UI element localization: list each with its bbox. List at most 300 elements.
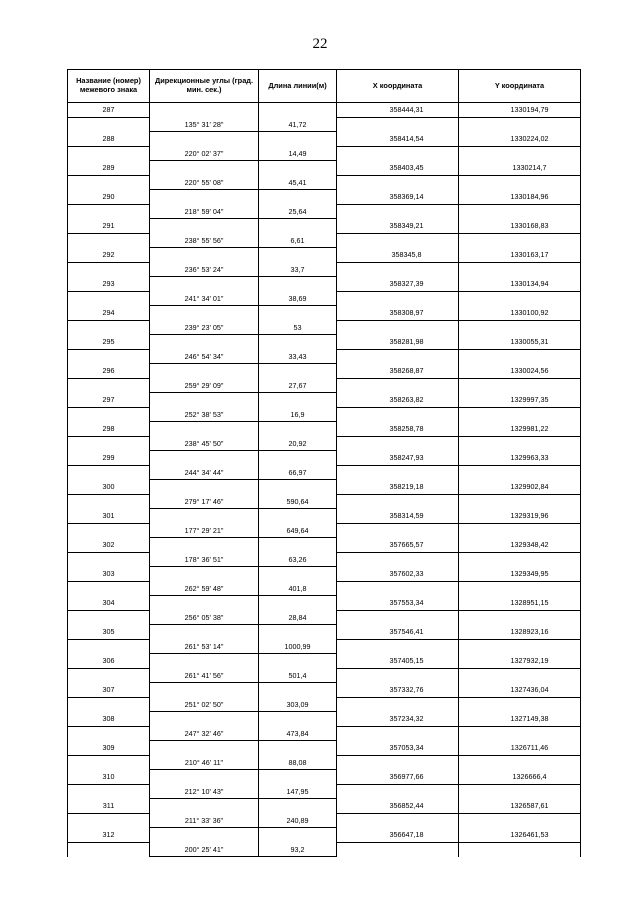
cell-y xyxy=(459,712,581,727)
cell-x xyxy=(337,234,459,249)
cell-name xyxy=(68,669,150,684)
cell-y xyxy=(459,132,581,147)
cell-angle xyxy=(150,785,259,800)
cell-length xyxy=(259,480,337,495)
cell-length xyxy=(259,379,337,394)
cell-name-text: 310 xyxy=(102,772,115,781)
table-row-line xyxy=(68,727,581,742)
cell-angle-text: 238° 45' 50" xyxy=(184,438,224,448)
cell-name xyxy=(68,596,150,611)
table-row-line xyxy=(68,524,581,539)
cell-x xyxy=(337,263,459,278)
cell-name xyxy=(68,727,150,742)
cell-y xyxy=(459,103,581,118)
cell-length xyxy=(259,335,337,350)
cell-name-text: 307 xyxy=(102,685,115,694)
cell-y-text: 1327436,04 xyxy=(510,685,549,694)
cell-x xyxy=(337,495,459,510)
table-row-point xyxy=(68,770,581,785)
table-row-point xyxy=(68,132,581,147)
cell-name xyxy=(68,132,150,147)
cell-x xyxy=(337,828,459,843)
cell-length xyxy=(259,582,337,597)
cell-name xyxy=(68,176,150,191)
cell-length xyxy=(259,654,337,669)
table-row-line xyxy=(68,785,581,800)
table-row-point xyxy=(68,219,581,234)
cell-y xyxy=(459,335,581,350)
cell-y xyxy=(459,553,581,568)
cell-y xyxy=(459,495,581,510)
cell-angle xyxy=(150,437,259,452)
cell-name xyxy=(68,683,150,698)
cell-y xyxy=(459,350,581,365)
cell-y xyxy=(459,669,581,684)
cell-name xyxy=(68,567,150,582)
cell-angle xyxy=(150,596,259,611)
cell-length xyxy=(259,669,337,684)
cell-length xyxy=(259,553,337,568)
cell-length xyxy=(259,132,337,147)
table-row-point xyxy=(68,393,581,408)
cell-y xyxy=(459,785,581,800)
cell-y xyxy=(459,582,581,597)
cell-length xyxy=(259,205,337,220)
cell-x xyxy=(337,176,459,191)
table-row-line xyxy=(68,756,581,771)
cell-name xyxy=(68,103,150,118)
cell-length xyxy=(259,451,337,466)
cell-name xyxy=(68,712,150,727)
cell-x xyxy=(337,799,459,814)
cell-name-text: 295 xyxy=(102,337,115,346)
cell-length xyxy=(259,843,337,858)
cell-angle xyxy=(150,654,259,669)
page-number: 22 xyxy=(312,36,328,52)
cell-x-text: 358349,21 xyxy=(389,221,424,230)
cell-name-text: 308 xyxy=(102,714,115,723)
cell-angle xyxy=(150,741,259,756)
cell-name-text: 293 xyxy=(102,279,115,288)
table-row-line xyxy=(68,350,581,365)
cell-angle-text: 261° 41' 56" xyxy=(184,670,224,680)
cell-name xyxy=(68,495,150,510)
cell-length-text: 33,7 xyxy=(290,264,305,274)
cell-x-text: 358444,31 xyxy=(389,105,424,114)
cell-angle xyxy=(150,219,259,234)
cell-angle-text: 247° 32' 46" xyxy=(184,728,224,738)
cell-name xyxy=(68,190,150,205)
cell-name xyxy=(68,640,150,655)
cell-name-text: 290 xyxy=(102,192,115,201)
table-row-point xyxy=(68,451,581,466)
cell-y xyxy=(459,727,581,742)
cell-length xyxy=(259,524,337,539)
cell-name xyxy=(68,306,150,321)
table-row-line xyxy=(68,553,581,568)
cell-angle xyxy=(150,567,259,582)
cell-y-text: 1330224,02 xyxy=(510,134,549,143)
cell-name xyxy=(68,625,150,640)
cell-angle-text: 220° 55' 08" xyxy=(184,177,224,187)
table-row-line xyxy=(68,408,581,423)
cell-angle xyxy=(150,364,259,379)
cell-length-text: 66,97 xyxy=(288,467,307,477)
cell-length xyxy=(259,118,337,133)
cell-length-text: 501,4 xyxy=(288,670,307,680)
cell-y xyxy=(459,263,581,278)
cell-angle-text: 211° 33' 36" xyxy=(184,815,224,825)
cell-name-text: 299 xyxy=(102,453,115,462)
cell-name xyxy=(68,234,150,249)
table-row-line xyxy=(68,669,581,684)
cell-y xyxy=(459,611,581,626)
cell-x-text: 357405,15 xyxy=(389,656,424,665)
cell-y-text: 1328923,16 xyxy=(510,627,549,636)
cell-y xyxy=(459,422,581,437)
cell-name xyxy=(68,538,150,553)
cell-x-text: 358414,54 xyxy=(389,134,424,143)
cell-x xyxy=(337,785,459,800)
cell-x-text: 356977,66 xyxy=(389,772,424,781)
cell-angle-text: 178° 36' 51" xyxy=(184,554,224,564)
cell-x xyxy=(337,118,459,133)
cell-name-text: 287 xyxy=(102,105,115,114)
cell-length-text: 590,64 xyxy=(286,496,309,506)
cell-name xyxy=(68,654,150,669)
cell-name xyxy=(68,756,150,771)
cell-x xyxy=(337,611,459,626)
cell-angle xyxy=(150,393,259,408)
cell-x-text: 358219,18 xyxy=(389,482,424,491)
cell-x xyxy=(337,669,459,684)
cell-length-text: 88,08 xyxy=(288,757,307,767)
cell-name xyxy=(68,814,150,829)
table-row-point xyxy=(68,190,581,205)
cell-angle-text: 244° 34' 44" xyxy=(184,467,224,477)
cell-x xyxy=(337,466,459,481)
cell-y xyxy=(459,219,581,234)
table-row-line xyxy=(68,843,581,858)
cell-name xyxy=(68,799,150,814)
cell-angle xyxy=(150,495,259,510)
cell-name-text: 297 xyxy=(102,395,115,404)
cell-y xyxy=(459,480,581,495)
cell-angle xyxy=(150,538,259,553)
table-body xyxy=(68,103,581,857)
cell-angle xyxy=(150,176,259,191)
cell-name xyxy=(68,379,150,394)
cell-name-text: 305 xyxy=(102,627,115,636)
cell-x xyxy=(337,321,459,336)
cell-angle-text: 238° 55' 56" xyxy=(184,235,224,245)
cell-name xyxy=(68,785,150,800)
table-row-point xyxy=(68,538,581,553)
cell-length xyxy=(259,364,337,379)
cell-x xyxy=(337,524,459,539)
cell-name-text: 289 xyxy=(102,163,115,172)
table-row-point xyxy=(68,277,581,292)
cell-x xyxy=(337,596,459,611)
cell-name xyxy=(68,698,150,713)
cell-x xyxy=(337,451,459,466)
cell-y xyxy=(459,190,581,205)
cell-x-text: 358247,93 xyxy=(389,453,424,462)
cell-angle-text: 135° 31' 28" xyxy=(184,119,224,129)
cell-name xyxy=(68,524,150,539)
cell-y-text: 1326666,4 xyxy=(512,772,547,781)
cell-length xyxy=(259,350,337,365)
cell-x xyxy=(337,843,459,858)
cell-name xyxy=(68,219,150,234)
table-row-line xyxy=(68,466,581,481)
cell-angle-text: 210° 46' 11" xyxy=(184,757,224,767)
cell-y-text: 1329902,84 xyxy=(510,482,549,491)
cell-x-text: 358268,87 xyxy=(389,366,424,375)
cell-x xyxy=(337,190,459,205)
table-row-line xyxy=(68,234,581,249)
table-row-point xyxy=(68,161,581,176)
cell-angle-text: 239° 23' 05" xyxy=(184,322,224,332)
cell-angle xyxy=(150,103,259,118)
cell-angle xyxy=(150,161,259,176)
cell-y-text: 1326711,46 xyxy=(510,743,549,752)
cell-y-text: 1330168,83 xyxy=(510,221,549,230)
cell-name xyxy=(68,451,150,466)
cell-name-text: 303 xyxy=(102,569,115,578)
cell-angle xyxy=(150,132,259,147)
cell-x xyxy=(337,770,459,785)
cell-x-text: 357546,41 xyxy=(389,627,424,636)
cell-angle xyxy=(150,422,259,437)
cell-y xyxy=(459,640,581,655)
cell-y xyxy=(459,393,581,408)
cell-y-text: 1326587,61 xyxy=(510,801,549,810)
header-angle: Дирекционные углы (град. мин. сек.) xyxy=(150,70,259,103)
cell-x xyxy=(337,147,459,162)
cell-name xyxy=(68,161,150,176)
header-name: Название (номер) межевого знака xyxy=(68,70,150,103)
cell-angle-text: 200° 25' 41" xyxy=(184,844,224,854)
cell-y xyxy=(459,161,581,176)
cell-y-text: 1330184,96 xyxy=(510,192,549,201)
cell-length-text: 649,64 xyxy=(286,525,309,535)
cell-name-text: 301 xyxy=(102,511,115,520)
cell-angle xyxy=(150,335,259,350)
cell-length-text: 45,41 xyxy=(288,177,307,187)
cell-angle xyxy=(150,553,259,568)
cell-angle-text: 251° 02' 50" xyxy=(184,699,224,709)
cell-y xyxy=(459,379,581,394)
table-row-point xyxy=(68,248,581,263)
cell-y-text: 1330024,56 xyxy=(510,366,549,375)
cell-angle xyxy=(150,843,259,858)
table-row-point xyxy=(68,480,581,495)
cell-y-text: 1328951,15 xyxy=(510,598,549,607)
cell-name-text: 291 xyxy=(102,221,115,230)
cell-length-text: 473,84 xyxy=(286,728,309,738)
cell-length xyxy=(259,176,337,191)
cell-x-text: 357553,34 xyxy=(389,598,424,607)
cell-angle xyxy=(150,524,259,539)
cell-y-text: 1329349,95 xyxy=(510,569,549,578)
cell-y xyxy=(459,306,581,321)
table-row-line xyxy=(68,147,581,162)
cell-x-text: 356647,18 xyxy=(389,830,424,839)
cell-angle xyxy=(150,799,259,814)
cell-x-text: 358308,97 xyxy=(389,308,424,317)
cell-y xyxy=(459,509,581,524)
cell-x xyxy=(337,219,459,234)
cell-y xyxy=(459,364,581,379)
cell-y xyxy=(459,176,581,191)
cell-length xyxy=(259,741,337,756)
cell-length-text: 93,2 xyxy=(290,844,305,854)
cell-length-text: 63,26 xyxy=(288,554,307,564)
cell-x-text: 358258,78 xyxy=(389,424,424,433)
cell-angle-text: 241° 34' 01" xyxy=(184,293,224,303)
cell-length xyxy=(259,277,337,292)
cell-x xyxy=(337,567,459,582)
cell-length-text: 16,9 xyxy=(290,409,305,419)
cell-angle xyxy=(150,263,259,278)
cell-y xyxy=(459,683,581,698)
cell-x xyxy=(337,814,459,829)
cell-length xyxy=(259,712,337,727)
cell-angle xyxy=(150,480,259,495)
cell-y xyxy=(459,770,581,785)
cell-name-text: 294 xyxy=(102,308,115,317)
cell-x xyxy=(337,393,459,408)
cell-length xyxy=(259,161,337,176)
cell-y xyxy=(459,277,581,292)
cell-y xyxy=(459,292,581,307)
cell-x-text: 358263,82 xyxy=(389,395,424,404)
cell-y xyxy=(459,741,581,756)
table-row-point xyxy=(68,654,581,669)
cell-length xyxy=(259,466,337,481)
cell-length xyxy=(259,219,337,234)
cell-y xyxy=(459,756,581,771)
cell-name-text: 292 xyxy=(102,250,115,259)
cell-length xyxy=(259,683,337,698)
table-row-point xyxy=(68,509,581,524)
table-row-point xyxy=(68,799,581,814)
cell-y-text: 1330100,92 xyxy=(510,308,549,317)
cell-angle xyxy=(150,756,259,771)
cell-x-text: 356852,44 xyxy=(389,801,424,810)
cell-y-text: 1330214,7 xyxy=(512,163,547,172)
table-row-point xyxy=(68,103,581,118)
cell-name xyxy=(68,843,150,858)
cell-angle-text: 256° 05' 38" xyxy=(184,612,224,622)
cell-x xyxy=(337,654,459,669)
cell-x-text: 358327,39 xyxy=(389,279,424,288)
cell-length xyxy=(259,509,337,524)
cell-name xyxy=(68,248,150,263)
cell-length-text: 53 xyxy=(293,322,302,332)
table-row-point xyxy=(68,567,581,582)
cell-x xyxy=(337,727,459,742)
cell-angle xyxy=(150,582,259,597)
cell-y-text: 1330055,31 xyxy=(510,337,549,346)
cell-length xyxy=(259,292,337,307)
cell-length xyxy=(259,437,337,452)
cell-x xyxy=(337,683,459,698)
cell-y-text: 1330194,79 xyxy=(510,105,549,114)
cell-x xyxy=(337,712,459,727)
cell-name xyxy=(68,292,150,307)
cell-x xyxy=(337,408,459,423)
cell-length xyxy=(259,321,337,336)
cell-length xyxy=(259,495,337,510)
cell-angle xyxy=(150,408,259,423)
cell-angle xyxy=(150,292,259,307)
cell-x xyxy=(337,292,459,307)
cell-length xyxy=(259,538,337,553)
cell-angle xyxy=(150,205,259,220)
cell-y xyxy=(459,596,581,611)
cell-y xyxy=(459,234,581,249)
cell-length-text: 28,84 xyxy=(288,612,307,622)
header-x: X координата xyxy=(337,70,459,103)
cell-name xyxy=(68,770,150,785)
cell-length xyxy=(259,306,337,321)
cell-angle-text: 259° 29' 09" xyxy=(184,380,224,390)
cell-y xyxy=(459,451,581,466)
cell-angle-text: 218° 59' 04" xyxy=(184,206,224,216)
cell-y xyxy=(459,466,581,481)
cell-y xyxy=(459,524,581,539)
cell-x xyxy=(337,538,459,553)
cell-y xyxy=(459,147,581,162)
cell-x-text: 357332,76 xyxy=(389,685,424,694)
cell-length xyxy=(259,103,337,118)
cell-length-text: 1000,99 xyxy=(284,641,311,651)
cell-x xyxy=(337,248,459,263)
cell-length-text: 20,92 xyxy=(288,438,307,448)
cell-length xyxy=(259,698,337,713)
cell-length xyxy=(259,596,337,611)
cell-name xyxy=(68,509,150,524)
cell-name-text: 311 xyxy=(102,801,115,810)
cell-x-text: 358314,59 xyxy=(389,511,424,520)
table-row-line xyxy=(68,640,581,655)
cell-length-text: 401,8 xyxy=(288,583,307,593)
table-header-row xyxy=(68,70,581,103)
cell-name xyxy=(68,393,150,408)
cell-x-text: 357602,33 xyxy=(389,569,424,578)
table-row-line xyxy=(68,611,581,626)
cell-x xyxy=(337,625,459,640)
cell-angle xyxy=(150,712,259,727)
table-row-point xyxy=(68,625,581,640)
cell-name xyxy=(68,828,150,843)
table-row-line xyxy=(68,698,581,713)
cell-x xyxy=(337,350,459,365)
cell-length xyxy=(259,147,337,162)
cell-x xyxy=(337,741,459,756)
cell-x xyxy=(337,480,459,495)
cell-y xyxy=(459,843,581,858)
cell-x-text: 357234,32 xyxy=(389,714,424,723)
cell-angle xyxy=(150,509,259,524)
cell-name xyxy=(68,277,150,292)
cell-angle xyxy=(150,321,259,336)
cell-x xyxy=(337,422,459,437)
cell-x xyxy=(337,132,459,147)
cell-y-text: 1330134,94 xyxy=(510,279,549,288)
